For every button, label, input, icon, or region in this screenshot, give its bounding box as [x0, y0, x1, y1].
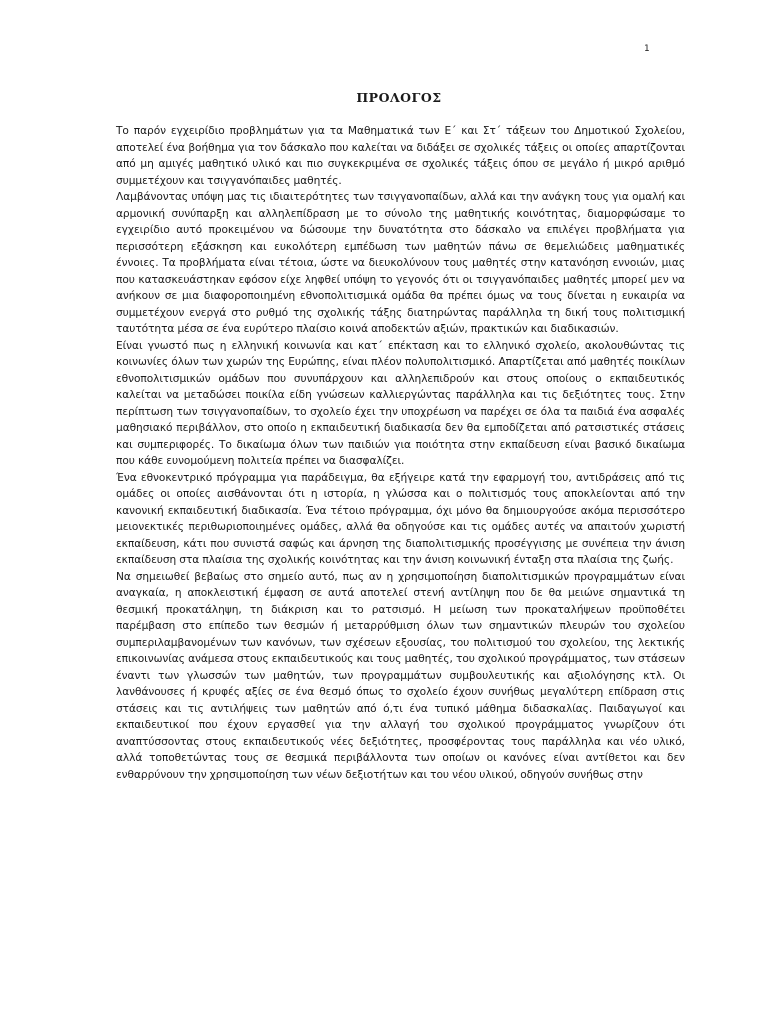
- document-body: [116, 123, 685, 783]
- paragraph-considerations: Λαμβάνοντας υπόψη μας τις ιδιαιτερότητες των τσιγγανοπαίδων, αλλά και την ανάγκη τους για ομαλή και αρμονική συνύπαρξη και αλληλεπίδραση με το σύνολο της μαθητικής κοινότητας, διαμορφώσαμε το εγχειρίδιο αυτό προκειμένου να δώσουμε την δυνατότητα στο δάσκαλο να επιλέγει προβλήματα για περισσότερη εξάσκηση και ευκολότερη εμπέδωση των μαθητών πάνω σε θεμελιώδεις μαθηματικές έννοιες. Τα προβλήματα είναι τέτοια, ώστε να διευκολύνουν τους μαθητές στην κατανόηση εννοιών, μιας που κατασκευάστηκαν εφόσον είχε ληφθεί υπόψη το γεγονός ότι οι τσιγγανόπαιδες μαθητές μπορεί μεν να ανήκουν σε μια διαφοροποιημένη εθνοπολιτισμικά ομάδα θα πρέπει όμως να τους δίνεται η ευκαιρία να συμμετέχουν ενεργά στο ρυθμό της σχολικής τάξης διατηρώντας παράλληλα τη δική τους πολιτισμική ταυτότητα μέσα σε ένα ευρύτερο πλαίσιο κοινά αποδεκτών αξιών, πρακτικών και διαδικασιών.: [116, 191, 685, 335]
- paragraph-intro: Το παρόν εγχειρίδιο προβλημάτων για τα Μαθηματικά των Ε΄ και Στ΄ τάξεων του Δημοτικού Σχολείου, αποτελεί ένα βοήθημα για τον δάσκαλο που καλείται να διδάξει σε σχολικές τάξεις οι οποίες απαρτίζονται από μη αμιγές μαθητικό υλικό και πιο συγκεκριμένα σε σχολικές τάξεις όπου σε μεγάλο ή μικρό αριθμό συμμετέχουν και τσιγγανόπαιδες μαθητές.: [116, 125, 685, 187]
- page-number: 1: [644, 44, 650, 54]
- paragraph-ethnocentric-program: Ένα εθνοκεντρικό πρόγραμμα για παράδειγμα, θα εξήγειρε κατά την εφαρμογή του, αντιδράσεις από τις ομάδες οι οποίες αισθάνονται ότι η ιστορία, η γλώσσα και ο πολιτισμός τους αποκλείονται από την κανονική εκπαιδευτική διαδικασία. Ένα τέτοιο πρόγραμμα, όχι μόνο θα δημιουργούσε ακόμα περισσότερο μειονεκτικές περιθωριοποιημένες ομάδες, αλλά θα οδηγούσε και τις ομάδες αυτές να απαιτούν χωριστή εκπαίδευση, κάτι που συνιστά σαφώς και άρνηση της διαπολιτισμικής προσέγγισης με συνέπεια την άνιση εκπαίδευση στα πλαίσια της σχολικής κοινότητας και την άνιση κοινωνική ένταξη στα πλαίσια της ζωής.: [116, 471, 685, 566]
- page-title: ΠΡΟΛΟΓΟΣ: [356, 90, 442, 105]
- paragraph-multicultural-school: Είναι γνωστό πως η ελληνική κοινωνία και κατ΄ επέκταση και το ελληνικό σχολείο, ακολουθώντας τις κοινωνίες όλων των χωρών της Ευρώπης, είναι πλέον πολυπολιτισμικό. Απαρτίζεται από μαθητές ποικίλων εθνοπολιτισμικών ομάδων που συνυπάρχουν και αλληλεπιδρούν και στους οποίους ο εκπαιδευτικός καλείται να μεταδώσει ποικίλα είδη γνώσεων καλλιεργώντας παράλληλα και τις δεξιότητες τους. Στην περίπτωση των τσιγγανοπαίδων, το σχολείο έχει την υποχρέωση να παρέχει σε όλα τα παιδιά ένα ασφαλές μαθησιακό περιβάλλον, στο οποίο η εκπαιδευτική διαδικασία δεν θα εμποδίζεται από ρατσιστικές στάσεις και συμπεριφορές. Το δικαίωμα όλων των παιδιών για ποιότητα στην εκπαίδευση είναι βασικό δικαίωμα που κάθε ευνομούμενη πολιτεία πρέπει να διασφαλίζει.: [116, 339, 685, 467]
- paragraph-institutional-change: Να σημειωθεί βεβαίως στο σημείο αυτό, πως αν η χρησιμοποίηση διαπολιτισμικών προγραμμάτων είναι αναγκαία, η αποκλειστική έμφαση σε αυτά αποτελεί στενή αντίληψη που δε θα μειώνε σημαντικά τη θεσμική προκατάληψη, τη διάκριση και το ρατσισμό. Η μείωση των προκαταλήψεων προϋποθέτει παρέμβαση στο επίπεδο των θεσμών ή μεταρρύθμιση όλων των σημαντικών πλευρών του σχολείου συμπεριλαμβανομένων των κανόνων, των σχέσεων εξουσίας, του πολιτισμού του σχολείου, της λεκτικής επικοινωνίας ανάμεσα στους εκπαιδευτικούς και τους μαθητές, του σχολικού προγράμματος, των στάσεων έναντι των γλωσσών των μαθητών, των προγραμμάτων συμβουλευτικής και αξιολόγησης κτλ. Οι λανθάνουσες ή κρυφές αξίες σε ένα θεσμό όπως το σχολείο έχουν συνήθως μεγαλύτερη επίδραση στις στάσεις και τις αντιλήψεις των μαθητών από ό,τι ένα τυπικό μάθημα διδασκαλίας. Παιδαγωγοί και εκπαιδευτικοί που έχουν εργασθεί για την αλλαγή του σχολικού προγράμματος γνωρίζουν ότι αναπτύσσοντας στους εκπαιδευτικούς νέες δεξιότητες, προσφέροντας τους παράλληλα και νέο υλικό, αλλά τοποθετώντας τους σε θεσμικά περιβάλλοντα των οποίων οι κανόνες είναι αντίθετοι και δεν ενθαρρύνουν την χρησιμοποίηση των νέων δεξιοτήτων και του νέου υλικού, οδηγούν συνήθως στην: [116, 570, 685, 781]
